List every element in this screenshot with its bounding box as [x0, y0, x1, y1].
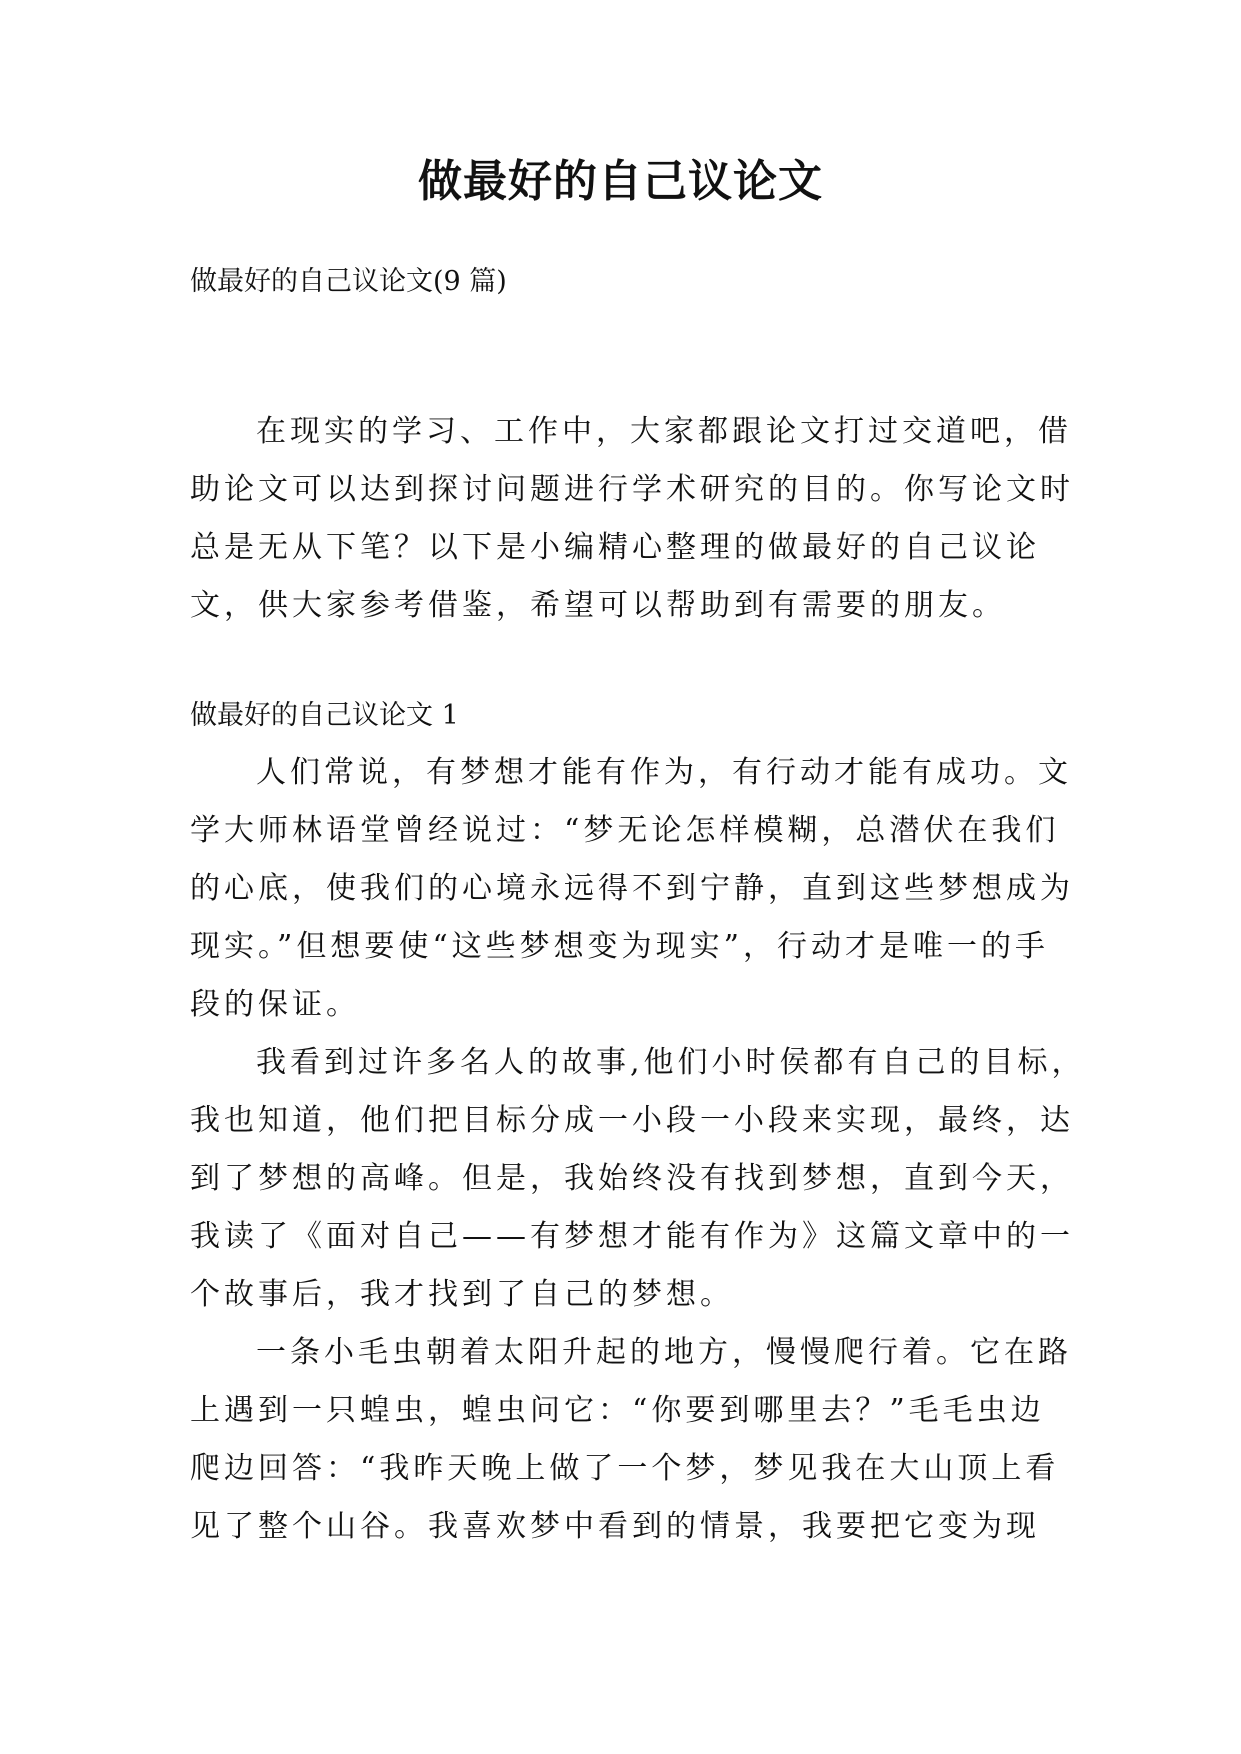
paragraph-1-line: 人们常说，有梦想才能有作为，有行动才能有成功。文 — [256, 755, 1072, 790]
paragraph-2-line: 我看到过许多名人的故事,他们小时侯都有自己的目标， — [256, 1045, 1086, 1080]
paragraph-2-line: 个故事后，我才找到了自己的梦想。 — [190, 1277, 734, 1312]
paragraph-1-line: 段的保证。 — [190, 987, 360, 1022]
section-heading: 做最好的自己议论文 1 — [190, 700, 459, 731]
intro-line: 文，供大家参考借鉴，希望可以帮助到有需要的朋友。 — [190, 588, 1006, 623]
intro-line: 在现实的学习、工作中，大家都跟论文打过交道吧，借 — [256, 414, 1072, 449]
paragraph-3-line: 爬边回答：“我昨天晚上做了一个梦，梦见我在大山顶上看 — [190, 1451, 1060, 1486]
intro-paragraph — [190, 403, 1074, 635]
paragraph-1-line: 的心底，使我们的心境永远得不到宁静，直到这些梦想成为 — [190, 871, 1074, 906]
document-title: 做最好的自己议论文 — [418, 156, 823, 207]
essay-body — [190, 744, 1086, 1556]
paragraph-3-line: 见了整个山谷。我喜欢梦中看到的情景，我要把它变为现 — [190, 1509, 1040, 1544]
document-subtitle: 做最好的自己议论文(9 篇) — [190, 266, 507, 297]
intro-line: 助论文可以达到探讨问题进行学术研究的目的。你写论文时 — [190, 472, 1074, 507]
intro-line: 总是无从下笔？以下是小编精心整理的做最好的自己议论 — [190, 530, 1040, 565]
paragraph-2-line: 我也知道，他们把目标分成一小段一小段来实现，最终，达 — [190, 1103, 1074, 1138]
paragraph-2-line: 我读了《面对自己——有梦想才能有作为》这篇文章中的一 — [190, 1219, 1074, 1254]
paragraph-3-line: 一条小毛虫朝着太阳升起的地方，慢慢爬行着。它在路 — [256, 1335, 1072, 1370]
paragraph-1-line: 现实。”但想要使“这些梦想变为现实”，行动才是唯一的手 — [190, 929, 1050, 964]
paragraph-2-line: 到了梦想的高峰。但是，我始终没有找到梦想，直到今天， — [190, 1161, 1074, 1196]
paragraph-1-line: 学大师林语堂曾经说过：“梦无论怎样模糊，总潜伏在我们 — [190, 813, 1060, 848]
paragraph-3-line: 上遇到一只蝗虫，蝗虫问它：“你要到哪里去？”毛毛虫边 — [190, 1393, 1045, 1428]
